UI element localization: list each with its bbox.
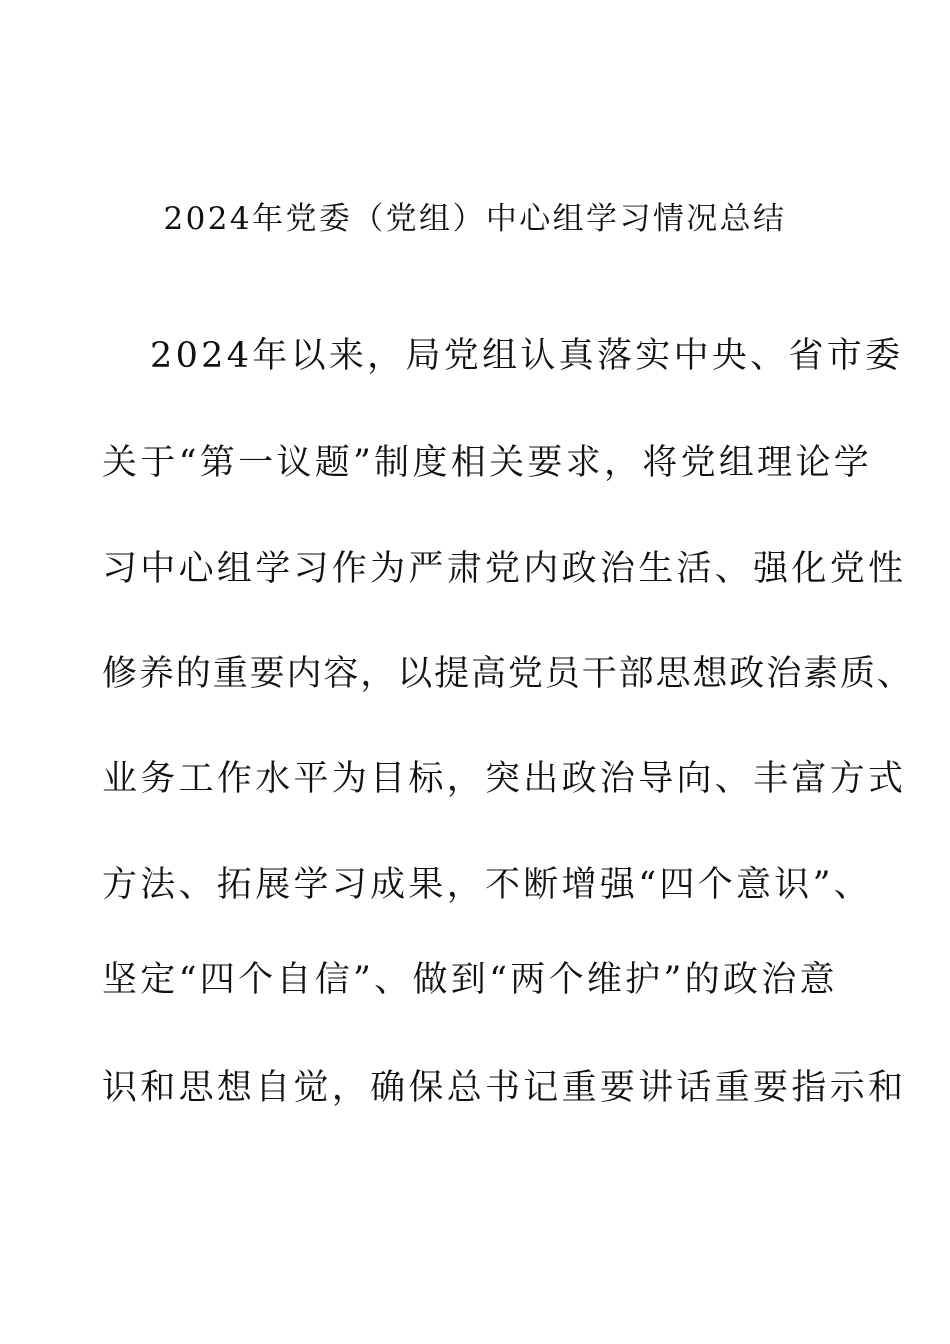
paragraph-line-5: 业务工作水平为目标，突出政治导向、丰富方式	[102, 759, 907, 799]
paragraph-line-1: 2024年以来，局党组认真落实中央、省市委	[150, 336, 904, 376]
paragraph-line-4: 修养的重要内容，以提高党员干部思想政治素质、	[102, 654, 914, 694]
paragraph-line-8: 识和思想自觉，确保总书记重要讲话重要指示和	[102, 1068, 907, 1108]
document-title: 2024年党委（党组）中心组学习情况总结	[163, 201, 787, 237]
paragraph-line-7: 坚定“四个自信”、做到“两个维护”的政治意	[102, 960, 838, 1000]
paragraph-line-3: 习中心组学习作为严肃党内政治生活、强化党性	[102, 549, 907, 589]
paragraph-line-6: 方法、拓展学习成果，不断增强“四个意识”、	[102, 865, 873, 905]
paragraph-line-2: 关于“第一议题”制度相关要求，将党组理论学	[102, 443, 873, 483]
